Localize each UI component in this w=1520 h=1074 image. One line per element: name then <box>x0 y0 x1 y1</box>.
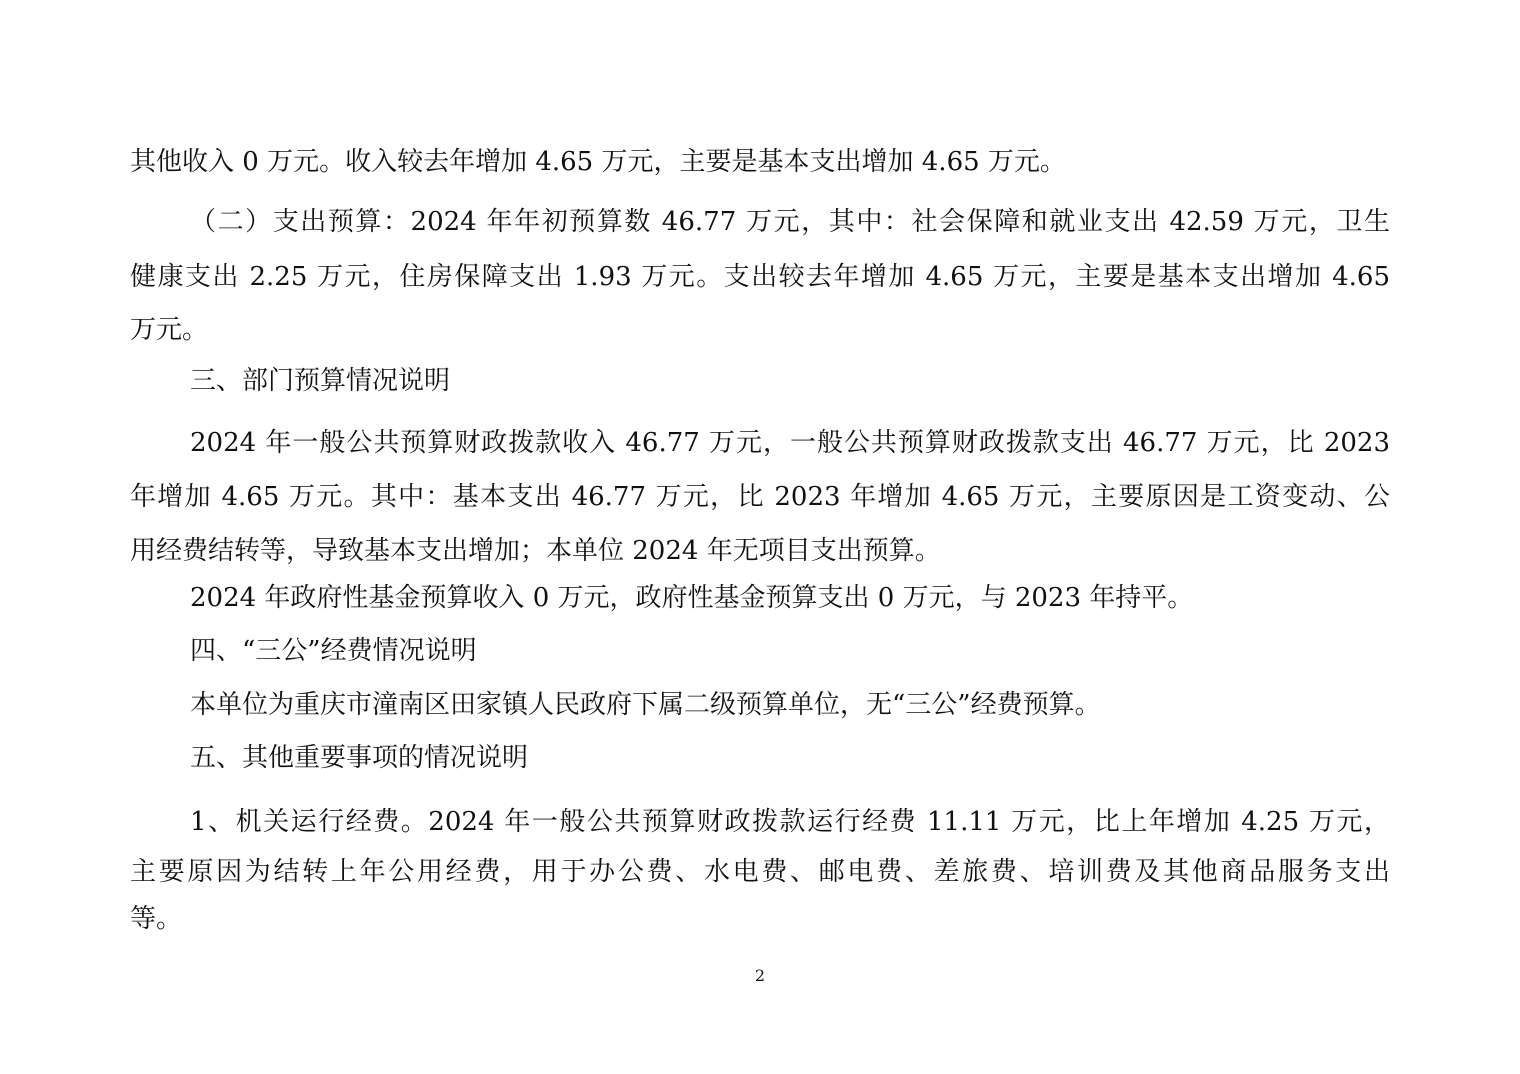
paragraph-line: 本单位为重庆市潼南区田家镇人民政府下属二级预算单位，无“三公”经费预算。 <box>190 690 1101 720</box>
paragraph-line: 健康支出 2.25 万元，住房保障支出 1.93 万元。支出较去年增加 4.65 万元，主要是基本支出增加 4.65 <box>130 262 1390 292</box>
paragraph-line: 2024 年政府性基金预算收入 0 万元，政府性基金预算支出 0 万元，与 2023 年持平。 <box>190 583 1194 613</box>
paragraph-line: 等。 <box>130 904 183 934</box>
section-heading: 四、“三公”经费情况说明 <box>190 636 477 666</box>
section-heading: 五、其他重要事项的情况说明 <box>190 743 529 773</box>
paragraph-line: 1、机关运行经费。2024 年一般公共预算财政拨款运行经费 11.11 万元，比上年增加 4.25 万元， <box>190 807 1390 837</box>
paragraph-line: （二）支出预算：2024 年年初预算数 46.77 万元，其中：社会保障和就业支出 42.59 万元，卫生 <box>190 207 1390 237</box>
paragraph-line: 用经费结转等，导致基本支出增加；本单位 2024 年无项目支出预算。 <box>130 536 941 566</box>
paragraph-line: 其他收入 0 万元。收入较去年增加 4.65 万元，主要是基本支出增加 4.65 万元。 <box>130 147 1066 177</box>
paragraph-line: 年增加 4.65 万元。其中：基本支出 46.77 万元，比 2023 年增加 4.65 万元，主要原因是工资变动、公 <box>130 482 1390 512</box>
page-number: 2 <box>754 966 766 985</box>
paragraph-line: 主要原因为结转上年公用经费，用于办公费、水电费、邮电费、差旅费、培训费及其他商品服务支出 <box>130 857 1390 887</box>
section-heading: 三、部门预算情况说明 <box>190 366 451 396</box>
paragraph-line: 2024 年一般公共预算财政拨款收入 46.77 万元，一般公共预算财政拨款支出 46.77 万元，比 2023 <box>190 428 1390 458</box>
paragraph-line: 万元。 <box>130 315 209 345</box>
